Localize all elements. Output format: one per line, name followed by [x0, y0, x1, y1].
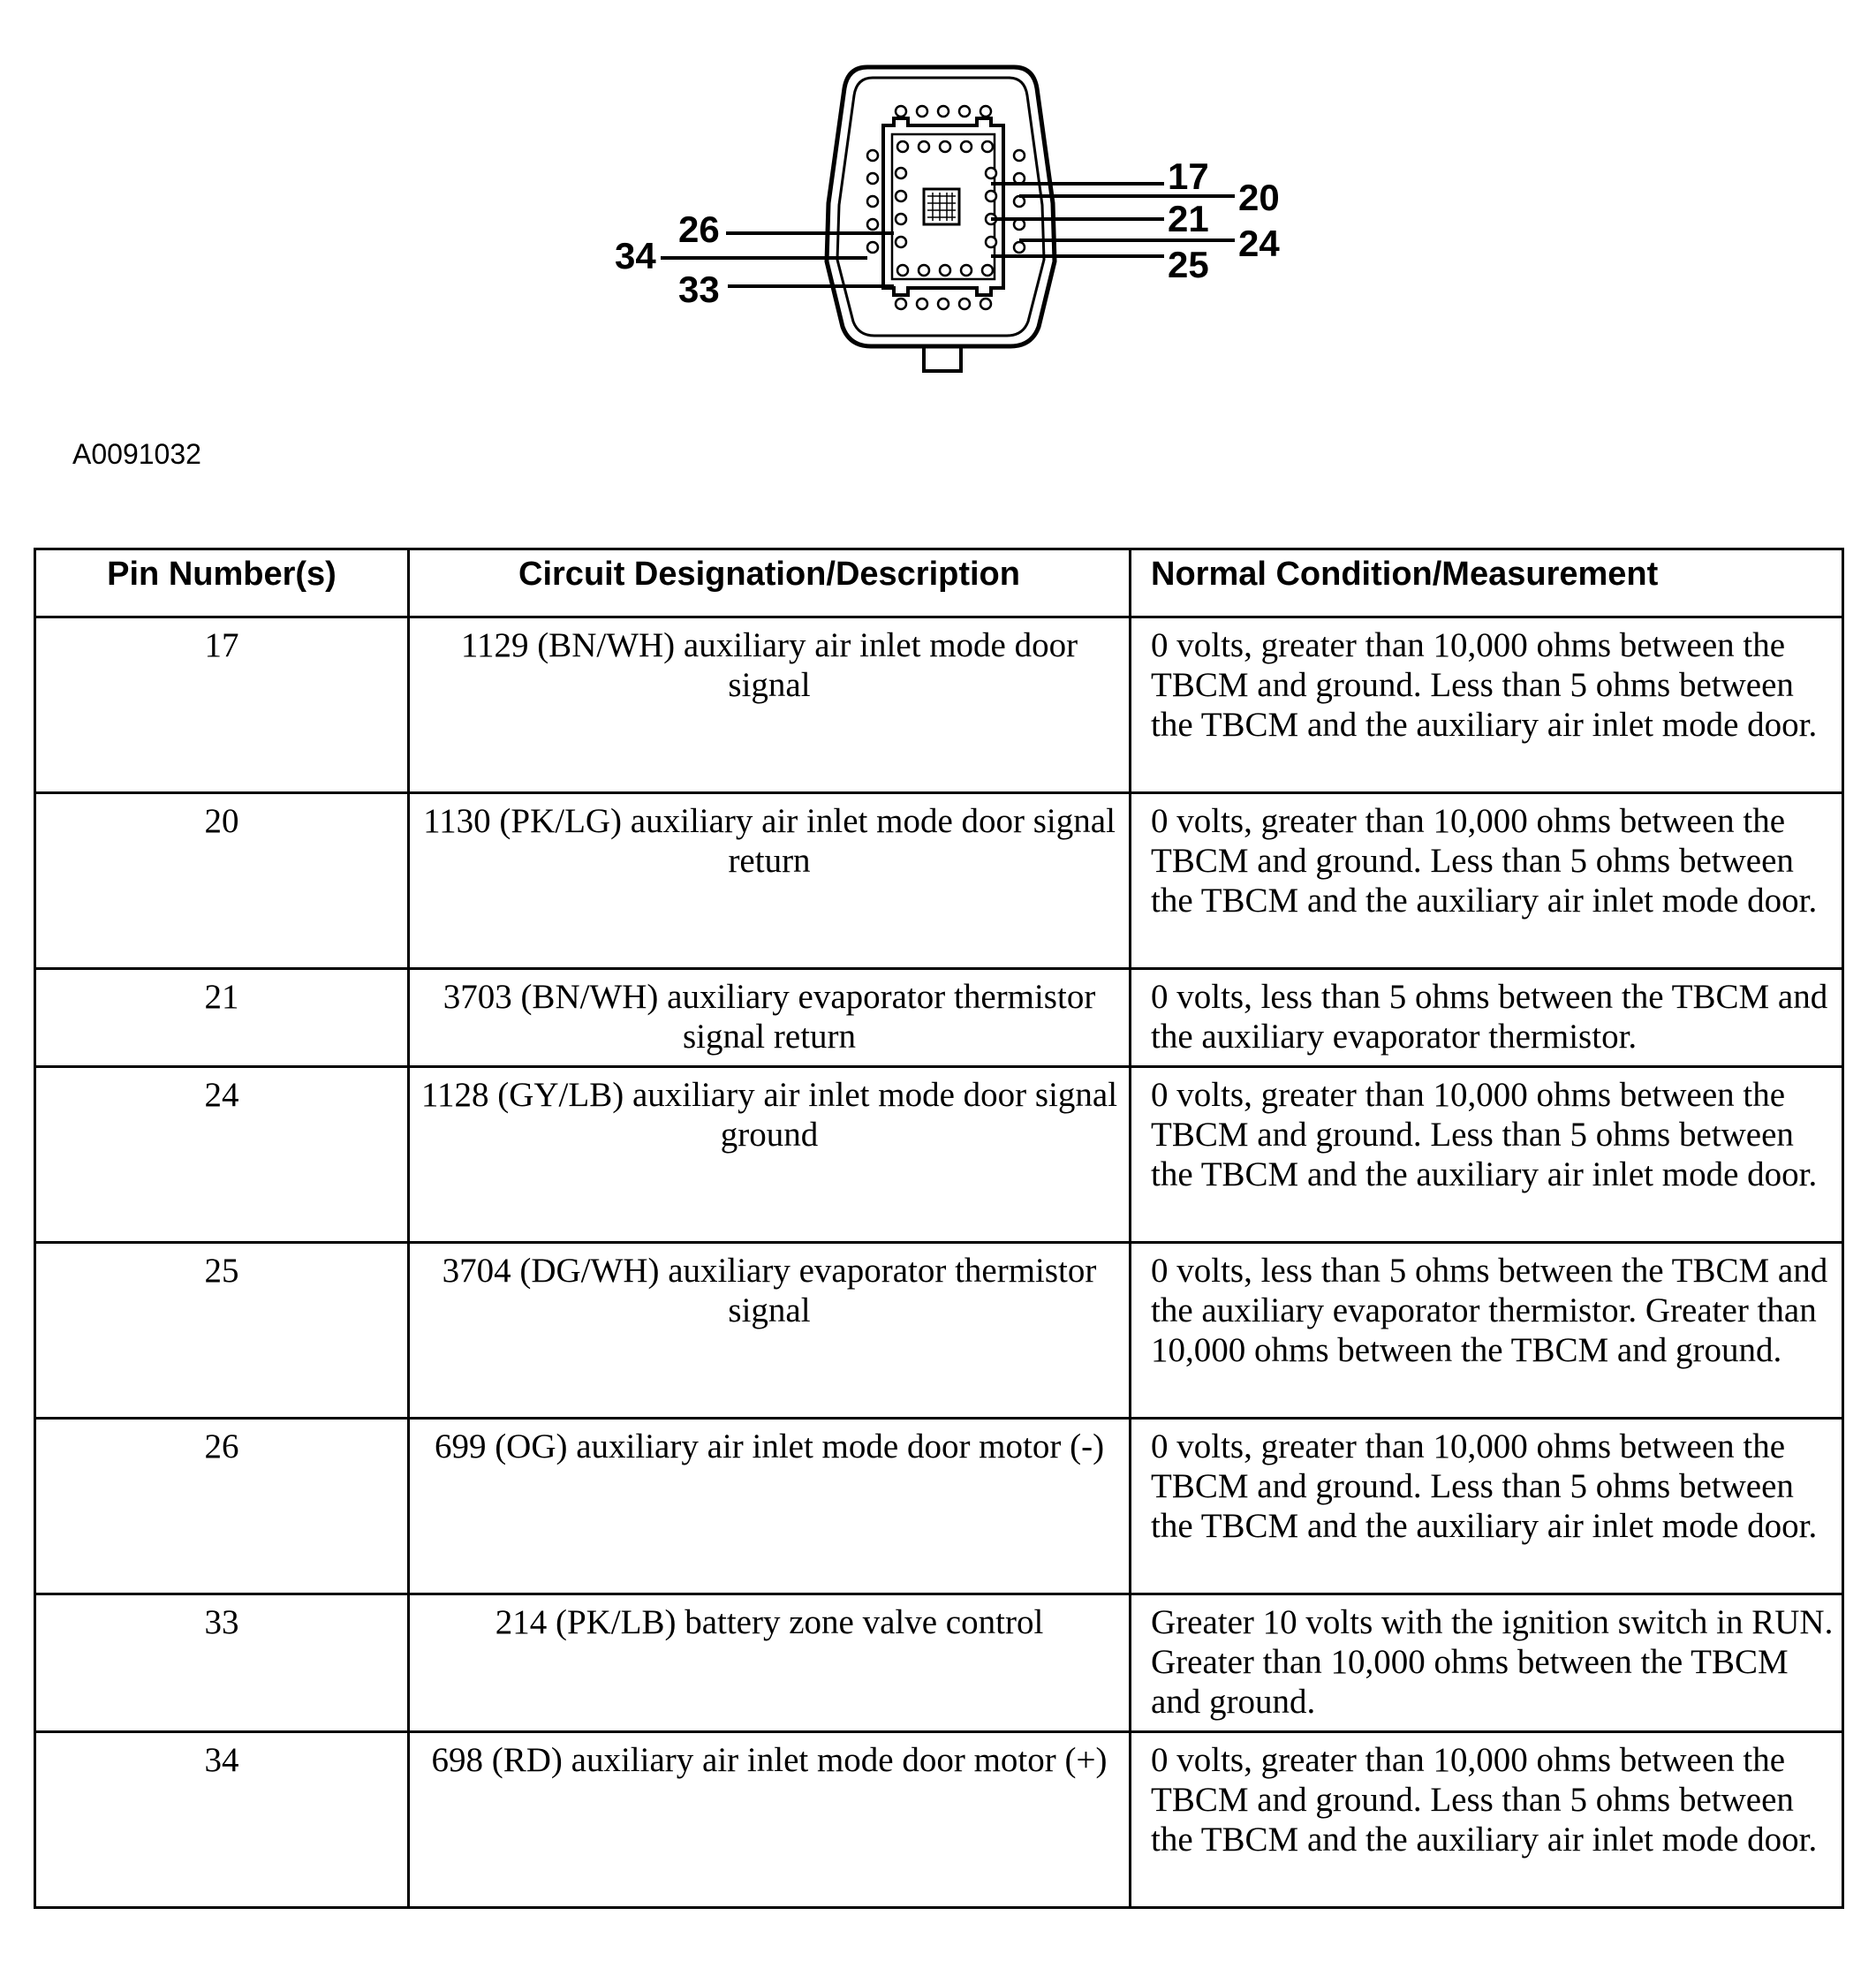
pin-cell: 33: [35, 1594, 409, 1732]
figure-id: A0091032: [72, 438, 201, 470]
center-key: [924, 189, 959, 224]
condition-cell: 0 volts, greater than 10,000 ohms between the TBCM and ground. Less than 5 ohms between the TBCM and the auxiliary air inlet mode door.: [1131, 1419, 1843, 1594]
condition-cell: 0 volts, less than 5 ohms between the TBCM and the auxiliary evaporator thermistor. Greater than 10,000 ohms between the TBCM and ground.: [1131, 1243, 1843, 1419]
pin-table: [34, 548, 1844, 1909]
condition-cell: 0 volts, less than 5 ohms between the TBCM and the auxiliary evaporator thermistor.: [1131, 969, 1843, 1067]
connector-latch-tab: [924, 346, 961, 371]
table-row: [35, 1419, 1843, 1594]
pin-cell: 25: [35, 1243, 409, 1419]
pin-label-21: 21: [1168, 198, 1209, 239]
pin-cell: 20: [35, 793, 409, 969]
center-key-grid: [927, 193, 956, 221]
condition-cell: 0 volts, greater than 10,000 ohms between the TBCM and ground. Less than 5 ohms between the TBCM and the auxiliary air inlet mode door.: [1131, 617, 1843, 793]
condition-cell: 0 volts, greater than 10,000 ohms between the TBCM and ground. Less than 5 ohms between the TBCM and the auxiliary air inlet mode door.: [1131, 793, 1843, 969]
pin-cell: 21: [35, 969, 409, 1067]
circuit-cell: 214 (PK/LB) battery zone valve control: [409, 1594, 1131, 1732]
pin-label-26: 26: [678, 208, 720, 250]
pin-label-25: 25: [1168, 244, 1209, 285]
header-normal-condition: Normal Condition/Measurement: [1131, 549, 1843, 617]
table-row: [35, 1243, 1843, 1419]
terminal-block-inner: [892, 134, 995, 279]
header-pin-numbers: Pin Number(s): [35, 549, 409, 617]
condition-cell: Greater 10 volts with the ignition switch in RUN. Greater than 10,000 ohms between the TBCM and ground.: [1131, 1594, 1843, 1732]
condition-cell: 0 volts, greater than 10,000 ohms between the TBCM and ground. Less than 5 ohms between the TBCM and the auxiliary air inlet mode door.: [1131, 1067, 1843, 1243]
circuit-cell: 3703 (BN/WH) auxiliary evaporator thermistor signal return: [409, 969, 1131, 1067]
table-row: [35, 617, 1843, 793]
circuit-cell: 1129 (BN/WH) auxiliary air inlet mode door signal: [409, 617, 1131, 793]
pin-label-24: 24: [1238, 223, 1280, 264]
pin-label-20: 20: [1238, 177, 1280, 218]
header-circuit-description: Circuit Designation/Description: [409, 549, 1131, 617]
pin-cell: 34: [35, 1732, 409, 1908]
pin-label-33: 33: [678, 269, 720, 310]
pin-label-34: 34: [615, 235, 656, 276]
table-header-row: [35, 549, 1843, 617]
table-row: [35, 1594, 1843, 1732]
table-row: [35, 969, 1843, 1067]
table-row: [35, 793, 1843, 969]
circuit-cell: 1128 (GY/LB) auxiliary air inlet mode door signal ground: [409, 1067, 1131, 1243]
connector-diagram: [0, 0, 1876, 406]
table-row: [35, 1732, 1843, 1908]
pin-cell: 17: [35, 617, 409, 793]
circuit-cell: 699 (OG) auxiliary air inlet mode door motor (-): [409, 1419, 1131, 1594]
table-row: [35, 1067, 1843, 1243]
circuit-cell: 3704 (DG/WH) auxiliary evaporator thermistor signal: [409, 1243, 1131, 1419]
condition-cell: 0 volts, greater than 10,000 ohms between the TBCM and ground. Less than 5 ohms between the TBCM and the auxiliary air inlet mode door.: [1131, 1732, 1843, 1908]
pin-label-17: 17: [1168, 155, 1209, 197]
circuit-cell: 1130 (PK/LG) auxiliary air inlet mode door signal return: [409, 793, 1131, 969]
circuit-cell: 698 (RD) auxiliary air inlet mode door motor (+): [409, 1732, 1131, 1908]
pin-cell: 24: [35, 1067, 409, 1243]
pin-cell: 26: [35, 1419, 409, 1594]
